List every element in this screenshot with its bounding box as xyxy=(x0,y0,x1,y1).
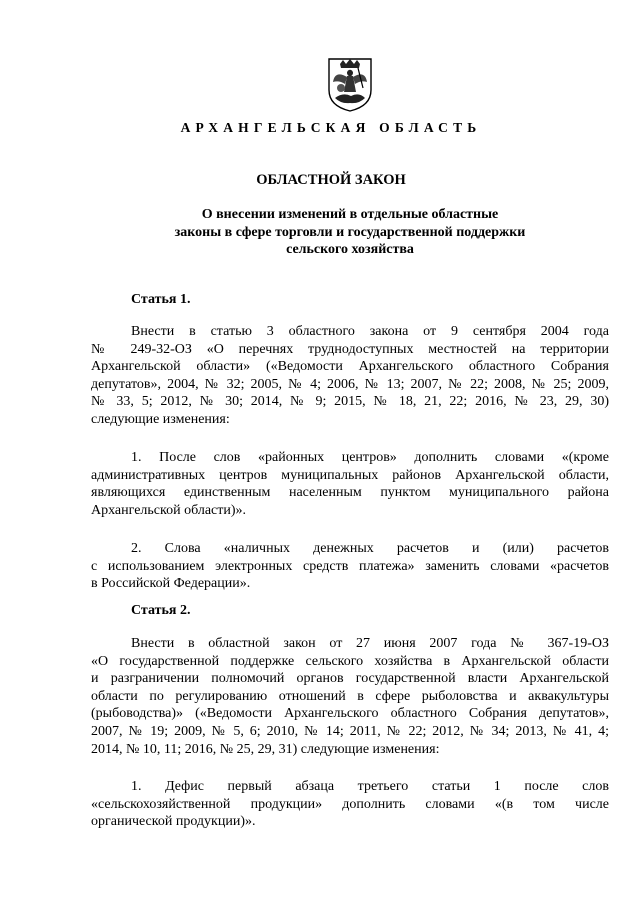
article-1-intro xyxy=(91,323,609,429)
article-1-item-2 xyxy=(91,540,609,593)
text-line: № 33, 5; 2012, № 30; 2014, № 9; 2015, № 18, 21, 22; 2016, № 23, 29, 30) xyxy=(91,394,609,410)
law-title xyxy=(150,206,550,259)
text-line: 2014, № 10, 11; 2016, № 25, 29, 31) следующие изменения: xyxy=(91,741,440,757)
text-line: депутатов», 2004, № 32; 2005, № 4; 2006, № 13; 2007, № 22; 2008, № 25; 2009, xyxy=(91,376,609,392)
text-line: Внести в областной закон от 27 июня 2007 года № 367-19-ОЗ xyxy=(131,636,609,651)
text-line: «сельскохозяйственной продукции» дополнить словами «(в том числе xyxy=(91,796,609,812)
text-line: административных центров муниципальных районов Архангельской области, xyxy=(91,467,609,483)
text-line: Внести в статью 3 областного закона от 9 сентября 2004 года xyxy=(131,324,609,339)
text-line: являющихся единственным населенным пунктом муниципального района xyxy=(91,485,609,501)
title-line: О внесении изменений в отдельные областные xyxy=(201,207,499,222)
title-line: законы в сфере торговли и государственной поддержки xyxy=(174,224,526,240)
text-line: Архангельской области» («Ведомости Архангельского областного Собрания xyxy=(91,359,609,375)
article-2-item-1 xyxy=(91,778,609,831)
text-line: с использованием электронных средств платежа» заменить словами «расчетов xyxy=(91,558,609,574)
text-line: № 249-32-ОЗ «О перечнях труднодоступных местностей на территории xyxy=(91,341,609,357)
text-line: Архангельской области)». xyxy=(91,502,247,518)
text-line: области по регулированию отношений в сфере рыболовства и аквакультуры xyxy=(91,688,609,704)
text-line: 2. Слова «наличных денежных расчетов и (или) расчетов xyxy=(131,541,609,556)
text-line: 1. После слов «районных центров» дополнить словами «(кроме xyxy=(131,450,609,465)
text-line: «О государственной поддержке сельского хозяйства в Архангельской области xyxy=(91,653,609,669)
text-line: в Российской Федерации». xyxy=(91,576,251,592)
coat-of-arms-emblem xyxy=(325,56,375,113)
region-name: АРХАНГЕЛЬСКАЯ ОБЛАСТЬ xyxy=(180,120,482,135)
text-line: 2007, № 19; 2009, № 5, 6; 2010, № 14; 2011, № 22; 2012, № 34; 2013, № 41, 4; xyxy=(91,723,609,739)
article-2-heading: Статья 2. xyxy=(131,603,191,618)
text-line: органической продукции)». xyxy=(91,814,256,830)
article-1-item-1 xyxy=(91,449,609,519)
text-line: следующие изменения: xyxy=(91,411,230,427)
text-line: и разграничении полномочий органов государственной власти Архангельской xyxy=(91,671,609,687)
article-1-heading: Статья 1. xyxy=(131,292,191,307)
text-line: (рыбоводства)» («Ведомости Архангельского областного Собрания депутатов», xyxy=(91,706,609,722)
text-line: 1. Дефис первый абзаца третьего статьи 1 после слов xyxy=(131,779,609,794)
article-2-intro xyxy=(91,635,609,758)
title-line: сельского хозяйства xyxy=(286,242,414,257)
document-type: ОБЛАСТНОЙ ЗАКОН xyxy=(256,172,406,188)
